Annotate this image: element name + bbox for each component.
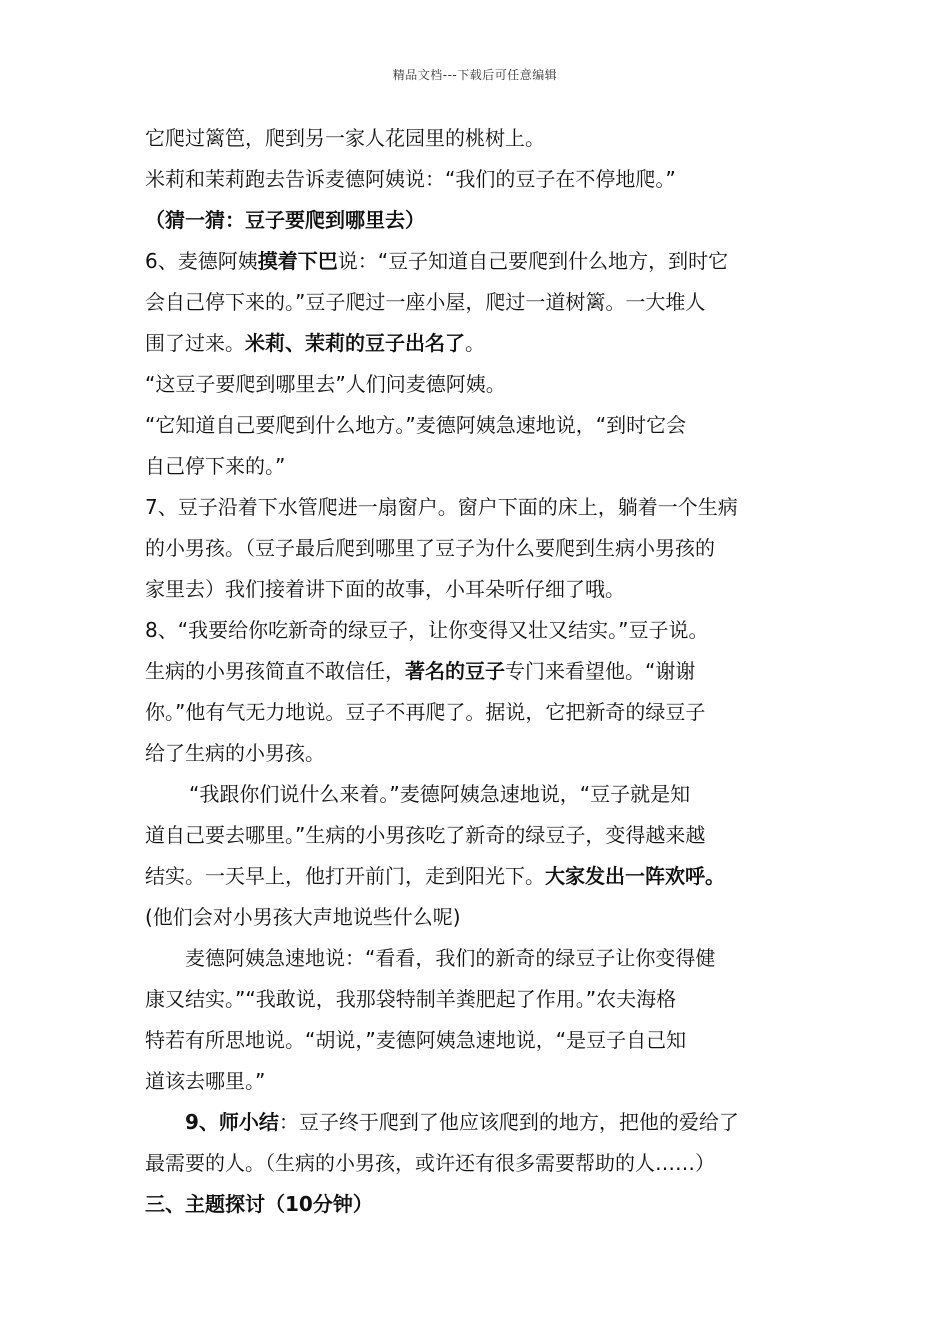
text-span: 说：“豆子知道自己要爬到什么地方，到时它 bbox=[337, 249, 729, 273]
text-line bbox=[145, 1102, 810, 1143]
document-body bbox=[145, 118, 810, 1225]
text-line: “它知道自己要爬到什么地方。”麦德阿姨急速地说，“到时它会 bbox=[145, 413, 687, 437]
text-span: ：豆子终于爬到了他应该爬到的地方，把他的爱给了 bbox=[278, 1110, 739, 1134]
bold-text: （猜一猜：豆子要爬到哪里去） bbox=[145, 208, 425, 232]
text-line: 道该去哪里。” bbox=[145, 1069, 266, 1093]
text-line: 的小男孩。（豆子最后爬到哪里了豆子为什么要爬到生病小男孩的 bbox=[145, 536, 715, 560]
text-line: 自己停下来的。” bbox=[145, 454, 286, 478]
bold-text: 著名的豆子 bbox=[405, 659, 505, 683]
text-line bbox=[145, 241, 810, 282]
text-line: (他们会对小男孩大声地说些什么呢) bbox=[145, 905, 461, 929]
bold-text: 摸着下巴 bbox=[257, 249, 338, 273]
text-span: 结实。一天早上，他打开前门，走到阳光下。 bbox=[145, 864, 545, 888]
text-line: 会自己停下来的。”豆子爬过一座小屋，爬过一道树篱。一大堆人 bbox=[145, 290, 706, 314]
text-span: 专门来看望他。“谢谢 bbox=[505, 659, 696, 683]
text-line: 特若有所思地说。“胡说，”麦德阿姨急速地说，“是豆子自己知 bbox=[145, 1028, 687, 1052]
text-span: 。 bbox=[465, 331, 485, 355]
text-span: 6、麦德阿姨 bbox=[145, 249, 258, 273]
text-line: 8、“我要给你吃新奇的绿豆子，让你变得又壮又结实。”豆子说。 bbox=[145, 618, 709, 642]
bold-text: 9、师小结 bbox=[185, 1110, 279, 1134]
text-line: 道自己要去哪里。”生病的小男孩吃了新奇的绿豆子，变得越来越 bbox=[145, 823, 706, 847]
text-line: “我跟你们说什么来着。”麦德阿姨急速地说，“豆子就是知 bbox=[189, 782, 691, 806]
text-line: 麦德阿姨急速地说：“看看，我们的新奇的绿豆子让你变得健 bbox=[185, 946, 716, 970]
bold-text: 大家发出一阵欢呼。 bbox=[545, 864, 725, 888]
text-span: 生病的小男孩简直不敢信任， bbox=[145, 659, 405, 683]
text-line bbox=[145, 856, 810, 897]
guess-question bbox=[145, 200, 810, 241]
text-line: 米莉和茉莉跑去告诉麦德阿姨说：“我们的豆子在不停地爬。” bbox=[145, 167, 676, 191]
text-line bbox=[145, 651, 810, 692]
text-line: 家里去）我们接着讲下面的故事，小耳朵听仔细了哦。 bbox=[145, 577, 625, 601]
text-line: 你。”他有气无力地说。豆子不再爬了。据说，它把新奇的绿豆子 bbox=[145, 700, 706, 724]
section-heading bbox=[145, 1184, 810, 1225]
text-line: 7、豆子沿着下水管爬进一扇窗户。窗户下面的床上，躺着一个生病 bbox=[145, 495, 738, 519]
text-line: 最需要的人。（生病的小男孩，或许还有很多需要帮助的人……） bbox=[145, 1151, 715, 1175]
page-header: 精品文档---下载后可任意编辑 bbox=[392, 68, 558, 82]
text-line: “这豆子要爬到哪里去”人们问麦德阿姨。 bbox=[145, 372, 506, 396]
text-line: 它爬过篱笆，爬到另一家人花园里的桃树上。 bbox=[145, 126, 545, 150]
bold-text: 三、主题探讨（10分钟） bbox=[145, 1192, 373, 1216]
text-line: 给了生病的小男孩。 bbox=[145, 741, 325, 765]
text-span: 围了过来。 bbox=[145, 331, 245, 355]
text-line bbox=[145, 323, 810, 364]
bold-text: 米莉、茉莉的豆子出名了 bbox=[245, 331, 465, 355]
text-line: 康又结实。”“我敢说，我那袋特制羊粪肥起了作用。”农夫海格 bbox=[145, 987, 677, 1011]
